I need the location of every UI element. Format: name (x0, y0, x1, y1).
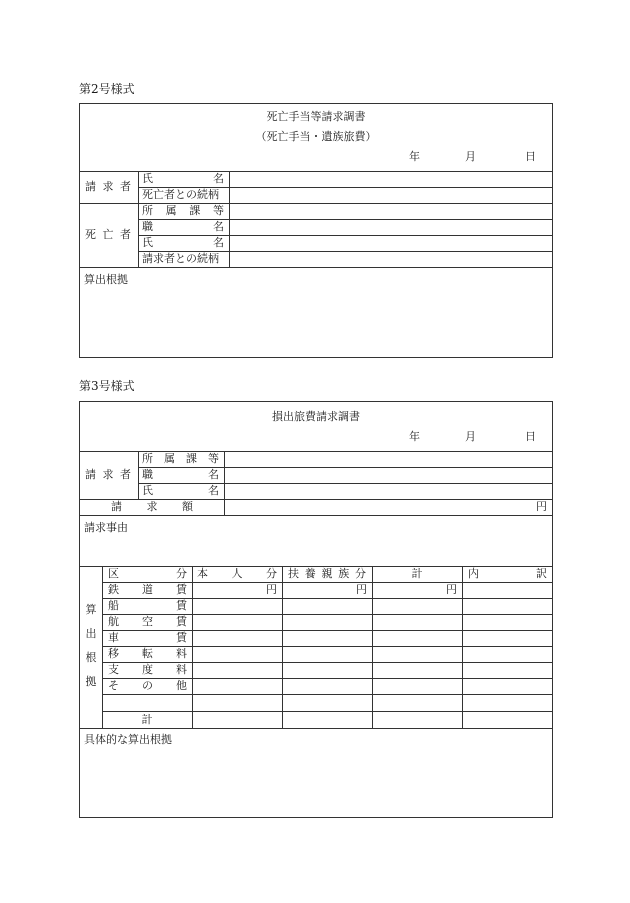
header-self: 本 人 分 (197, 567, 277, 580)
divider (138, 171, 139, 267)
form2-basis-field[interactable] (80, 288, 552, 356)
row-label-preparation: 支 度 料 (108, 663, 187, 676)
form3-specific-basis-label: 具体的な算出根拠 (84, 733, 172, 746)
form2-deceased-label: 死 亡 者 (85, 228, 131, 241)
form3-dept-label: 所 属 課 等 (142, 452, 219, 465)
form2-subtitle: （死亡手当・遺族旅費） (255, 130, 377, 143)
form2-deceased-dept-label: 所 属 課 等 (142, 204, 224, 217)
form3-name-label: 氏 名 (142, 484, 219, 497)
yen-self: 円 (266, 583, 277, 596)
row-label-rail: 鉄 道 賃 (108, 583, 187, 596)
form2-date-year: 年 (409, 150, 420, 163)
form3-calc-side-label: 算 出 根 拠 (85, 603, 97, 688)
yen-family: 円 (356, 583, 367, 596)
form3-requester-label: 請 求 者 (85, 468, 131, 481)
form2-deceased-relation-field[interactable] (230, 252, 552, 267)
row-label-total: 計 (141, 713, 153, 726)
form3-title: 損出旅費請求調書 (272, 410, 360, 423)
form3-reason-field[interactable] (80, 536, 552, 565)
form2-deceased-dept-field[interactable] (230, 204, 552, 219)
form2-deceased-name-label: 氏 名 (142, 236, 224, 249)
divider (79, 267, 553, 268)
form2-requester-name-label: 氏 名 (142, 172, 224, 185)
form3-amount-label: 請 求 額 (111, 500, 193, 513)
form2-label: 第2号様式 (79, 82, 135, 96)
form3-dept-field[interactable] (225, 452, 552, 467)
form3-post-field[interactable] (225, 468, 552, 483)
header-category: 区 分 (108, 567, 187, 580)
form3-date-year: 年 (409, 430, 420, 443)
form2-title: 死亡手当等請求調書 (266, 110, 366, 123)
yen-total: 円 (446, 583, 457, 596)
form3-amount-field[interactable] (225, 500, 535, 515)
form2-date-day: 日 (525, 150, 536, 163)
form3-specific-basis-field[interactable] (80, 749, 552, 816)
header-breakdown: 内 訳 (468, 567, 547, 580)
divider (79, 728, 553, 729)
form2-deceased-relation-label: 請求者との続柄 (142, 252, 219, 265)
form3-reason-label: 請求事由 (84, 521, 128, 534)
row-label-relocation: 移 転 料 (108, 647, 187, 660)
row-label-car: 車 賃 (108, 631, 187, 644)
divider (138, 451, 139, 499)
form2-date-month: 月 (465, 150, 476, 163)
form2-requester-label: 請 求 者 (85, 180, 131, 193)
form2-deceased-post-label: 職 名 (142, 220, 224, 233)
form3-name-field[interactable] (225, 484, 552, 499)
form3-amount-unit: 円 (536, 500, 547, 513)
form3-label: 第3号様式 (79, 379, 135, 393)
row-label-other: そ の 他 (108, 679, 187, 692)
divider (79, 515, 553, 516)
row-label-ship: 船 賃 (108, 599, 187, 612)
form2-deceased-name-field[interactable] (230, 236, 552, 251)
form2-basis-label: 算出根拠 (84, 273, 128, 286)
form2-requester-name-field[interactable] (230, 172, 552, 187)
calc-family-column-cells[interactable] (283, 583, 372, 728)
calc-self-column-cells[interactable] (193, 583, 282, 728)
form3-post-label: 職 名 (142, 468, 219, 481)
header-family: 扶 養 親 族 分 (288, 567, 366, 580)
form2-requester-relation-field[interactable] (230, 188, 552, 203)
divider (102, 566, 103, 728)
form2-requester-relation-label: 死亡者との続柄 (142, 188, 219, 201)
form3-date-month: 月 (465, 430, 476, 443)
form3-date-day: 日 (525, 430, 536, 443)
calc-total-column-cells[interactable] (373, 583, 462, 728)
calc-breakdown-column-cells[interactable] (463, 583, 552, 728)
form2-deceased-post-field[interactable] (230, 220, 552, 235)
header-total: 計 (411, 567, 423, 580)
row-label-air: 航 空 賃 (108, 615, 187, 628)
